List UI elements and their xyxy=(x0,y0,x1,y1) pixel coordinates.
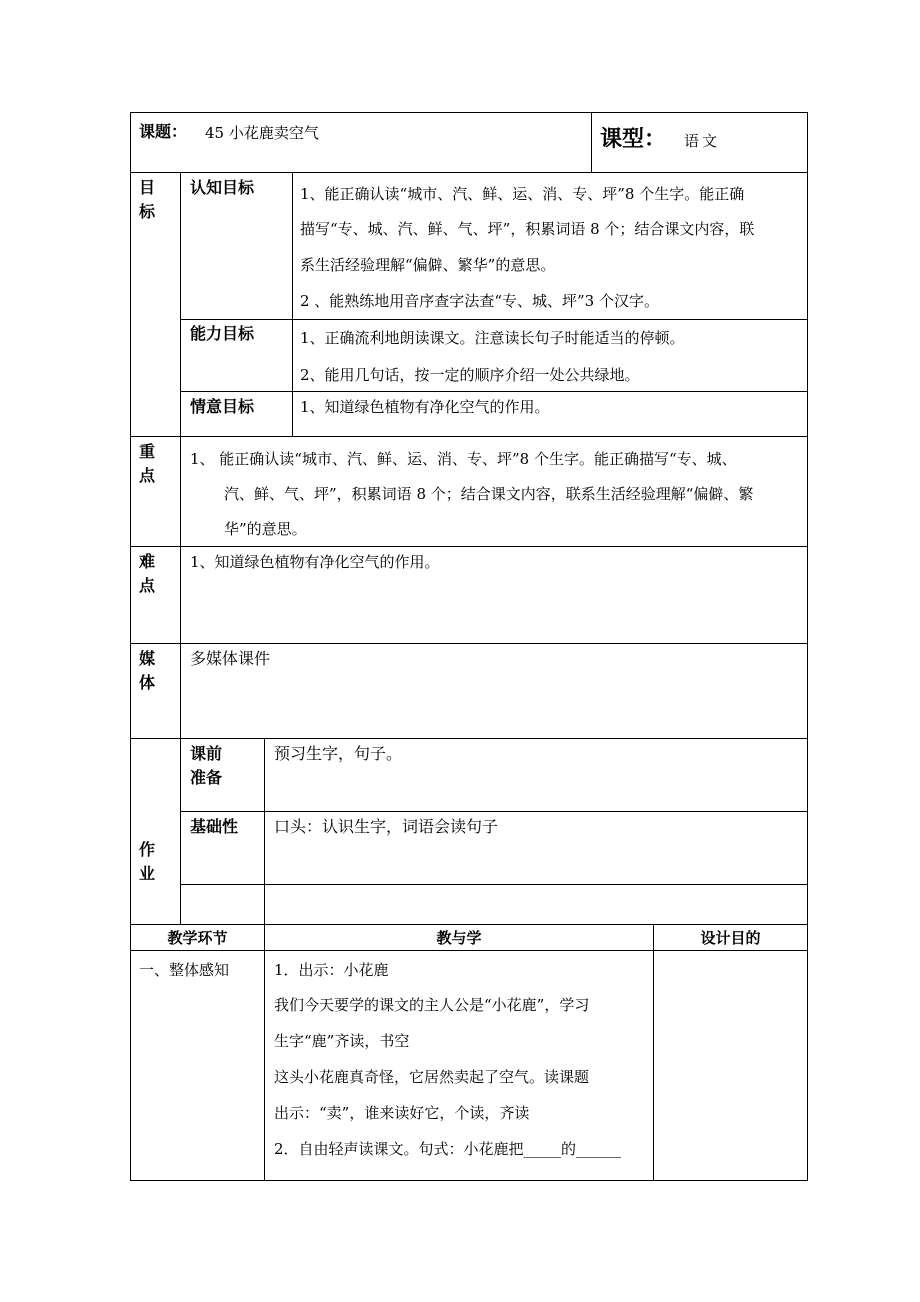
topic-label: 课题： xyxy=(139,122,188,141)
cognitive-goal-line: 1、能正确认读“城市、汽、鲜、运、消、专、坪”8 个生字。能正确 xyxy=(300,185,745,203)
row-divider-teaching-header xyxy=(130,950,808,951)
row-divider-goals xyxy=(130,436,808,437)
row-divider-prep xyxy=(180,811,808,812)
keypoints-line: 汽、鲜、气、坪”，积累词语 8 个；结合课文内容，联系生活经验理解“偏僻、繁 xyxy=(224,485,754,503)
emotion-goal-line: 1、知道绿色植物有净化空气的作用。 xyxy=(300,398,550,416)
row-divider-ability xyxy=(180,391,808,392)
teaching-header-purpose: 设计目的 xyxy=(700,929,761,947)
table-left-border xyxy=(130,112,131,1181)
ability-goal-line: 1、正确流利地朗读课文。注意读长句子时能适当的停顿。 xyxy=(300,329,685,347)
ability-goal-label: 能力目标 xyxy=(190,324,255,343)
homework-label-1: 作 xyxy=(139,840,156,859)
cognitive-goal-line: 2 、能熟练地用音序查字法查“专、城、坪”3 个汉字。 xyxy=(300,292,659,310)
row-divider-keypoints xyxy=(130,546,808,547)
media-text: 多媒体课件 xyxy=(190,649,271,668)
teaching-header-stage: 教学环节 xyxy=(167,929,228,947)
emotion-goal-label: 情意目标 xyxy=(190,397,255,416)
cognitive-goal-label: 认知目标 xyxy=(190,178,255,197)
cognitive-goal-line: 系生活经验理解“偏僻、繁华”的意思。 xyxy=(300,256,556,274)
basic-text: 口头：认识生字，词语会读句子 xyxy=(274,817,499,836)
col-divider-teaching-stage xyxy=(264,924,265,1180)
ability-goal-line: 2、能用几句话，按一定的顺序介绍一处公共绿地。 xyxy=(300,366,640,384)
col-divider-homework-sub xyxy=(264,738,265,924)
teaching-line: 2．自由轻声读课文。句式：小花鹿把_____的______ xyxy=(274,1140,622,1158)
row-divider-difficulties xyxy=(130,643,808,644)
prep-label-2: 准备 xyxy=(190,768,223,787)
table-top-border xyxy=(130,112,808,113)
difficulties-text: 1、知道绿色植物有净化空气的作用。 xyxy=(190,553,440,571)
media-label-1: 媒 xyxy=(139,649,156,668)
type-value: 语文 xyxy=(684,132,721,150)
teaching-line: 生字“鹿”齐读，书空 xyxy=(274,1032,410,1050)
topic-value: 45 小花鹿卖空气 xyxy=(205,124,319,142)
row-divider-homework xyxy=(130,924,808,925)
difficulties-label-2: 点 xyxy=(139,576,156,595)
row-divider-header xyxy=(130,172,808,173)
type-label: 课型： xyxy=(600,127,667,152)
teaching-line: 我们今天要学的课文的主人公是“小花鹿”，学习 xyxy=(274,996,590,1014)
col-divider-goals-sub xyxy=(292,172,293,436)
table-right-border xyxy=(807,112,808,1181)
teaching-stage: 一、整体感知 xyxy=(139,961,230,979)
keypoints-line: 华”的意思。 xyxy=(224,520,307,538)
col-divider-goals-label xyxy=(180,172,181,924)
media-label-2: 体 xyxy=(139,673,156,692)
col-divider-type xyxy=(591,112,592,172)
keypoints-line: 1、 能正确认读“城市、汽、鲜、运、消、专、坪”8 个生字。能正确描写“专、城、 xyxy=(190,450,737,468)
teaching-line: 1．出示：小花鹿 xyxy=(274,961,389,979)
teaching-line: 出示：“卖”，谁来读好它，个读，齐读 xyxy=(274,1104,530,1122)
keypoints-label-1: 重 xyxy=(139,442,156,461)
table-bottom-border xyxy=(130,1180,808,1181)
goals-label-1: 目 xyxy=(139,178,156,197)
teaching-header-content: 教与学 xyxy=(436,929,482,947)
cognitive-goal-line: 描写“专、城、汽、鲜、气、坪”，积累词语 8 个；结合课文内容，联 xyxy=(300,220,755,238)
basic-label: 基础性 xyxy=(190,817,239,836)
difficulties-label-1: 难 xyxy=(139,552,156,571)
row-divider-media xyxy=(130,738,808,739)
homework-label-2: 业 xyxy=(139,864,156,883)
prep-label-1: 课前 xyxy=(190,744,223,763)
teaching-line: 这头小花鹿真奇怪，它居然卖起了空气。读课题 xyxy=(274,1068,590,1086)
col-divider-teaching-purpose xyxy=(653,924,654,1180)
keypoints-label-2: 点 xyxy=(139,466,156,485)
row-divider-basic xyxy=(180,884,808,885)
goals-label-2: 标 xyxy=(139,202,156,221)
row-divider-cognitive xyxy=(180,319,808,320)
prep-text: 预习生字，句子。 xyxy=(274,744,403,763)
